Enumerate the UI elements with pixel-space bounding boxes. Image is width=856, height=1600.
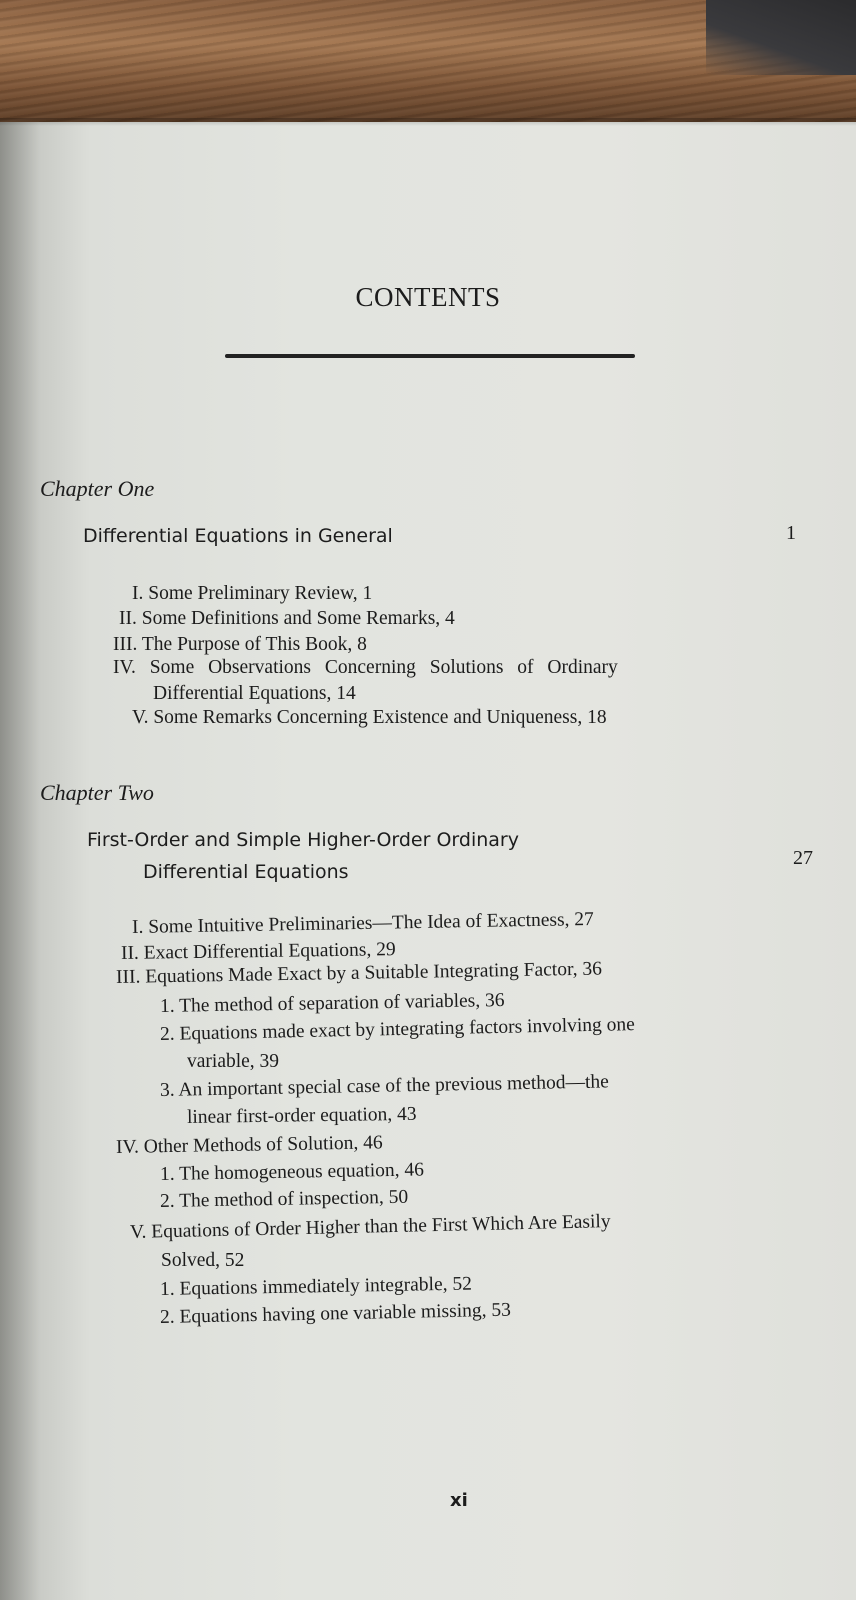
- toc-entry: II. Exact Differential Equations, 29: [120, 939, 396, 964]
- toc-subentry: 1. Equations immediately integrable, 52: [159, 1273, 473, 1300]
- toc-subentry: 1. The homogeneous equation, 46: [159, 1159, 425, 1185]
- toc-entry-continued: Differential Equations, 14: [153, 683, 356, 704]
- toc-entry: III. The Purpose of This Book, 8: [113, 634, 367, 655]
- toc-subentry: 1. The method of separation of variables, 36: [159, 989, 505, 1017]
- chapter-two-label: Chapter Two: [40, 780, 154, 805]
- title-rule: [225, 354, 635, 358]
- chapter-one-title: Differential Equations in General: [83, 525, 393, 547]
- toc-entry: I. Some Preliminary Review, 1: [132, 583, 373, 604]
- toc-entry: II. Some Definitions and Some Remarks, 4: [119, 608, 455, 629]
- chapter-two-title-line2: Differential Equations: [143, 861, 349, 883]
- toc-entry: I. Some Intuitive Preliminaries—The Idea of Exactness, 27: [131, 908, 595, 938]
- book-page: [0, 122, 856, 1600]
- chapter-two-page: 27: [793, 847, 813, 869]
- toc-entry: V. Some Remarks Concerning Existence and Uniqueness, 18: [132, 707, 607, 728]
- page-folio: xi: [450, 1490, 468, 1511]
- chapter-one-label: Chapter One: [40, 476, 155, 501]
- toc-subentry: 2. Equations having one variable missing, 53: [159, 1299, 512, 1328]
- chapter-one-page: 1: [786, 522, 796, 544]
- toc-entry: IV. Other Methods of Solution, 46: [115, 1132, 383, 1158]
- chapter-two-title-line1: First-Order and Simple Higher-Order Ordinary: [87, 829, 519, 851]
- toc-subentry-continued: linear first-order equation, 43: [186, 1103, 417, 1128]
- book-cover-corner: [706, 0, 856, 75]
- toc-entry: IV. Some Observations Concerning Solutions of Ordinary: [113, 657, 618, 678]
- toc-subentry: 2. Equations made exact by integrating factors involving one: [159, 1014, 636, 1045]
- toc-subentry: 2. The method of inspection, 50: [159, 1186, 409, 1212]
- toc-entry: V. Equations of Order Higher than the First Which Are Easily: [129, 1211, 611, 1243]
- toc-entry: III. Equations Made Exact by a Suitable Integrating Factor, 36: [115, 958, 603, 988]
- toc-entry-continued: Solved, 52: [161, 1250, 245, 1271]
- toc-subentry-continued: variable, 39: [187, 1051, 280, 1072]
- page-title: CONTENTS: [355, 282, 501, 312]
- page-edge-shadow: [0, 118, 856, 126]
- toc-subentry: 3. An important special case of the previous method—the: [159, 1071, 610, 1101]
